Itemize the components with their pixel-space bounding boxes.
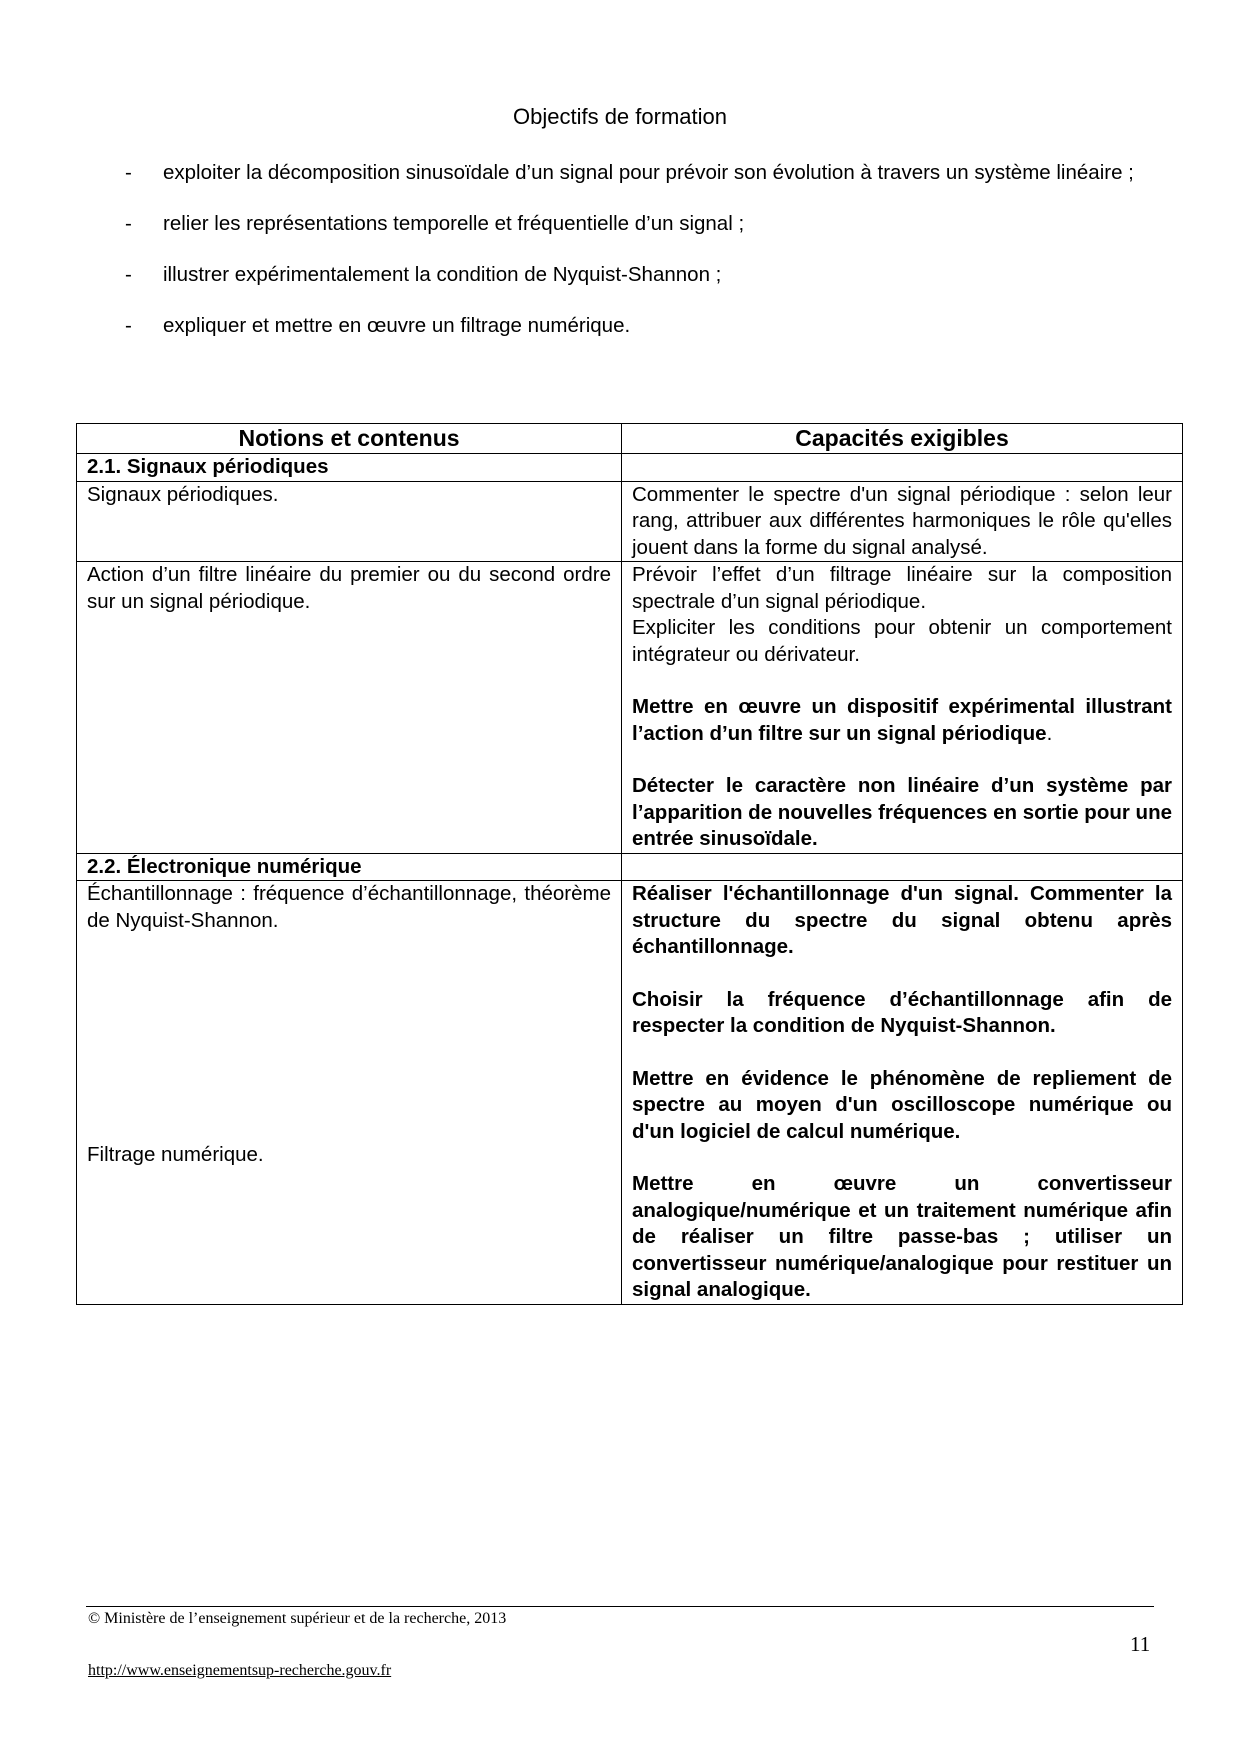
table-row (77, 481, 1183, 562)
notion-text: Échantillonnage : fréquence d’échantillonnage, théorème de Nyquist-Shannon. (87, 882, 611, 932)
notion-cell: Action d’un filtre linéaire du premier ou du second ordre sur un signal périodique. (77, 562, 622, 854)
objective-item (125, 211, 1150, 237)
objectives-list (125, 160, 1150, 364)
bold-text: Mettre en œuvre un dispositif expérimental illustrant l’action d’un filtre sur un signal périodique (632, 695, 1172, 745)
notion-text: Filtrage numérique. (87, 1143, 264, 1166)
capacity-text-bold: Mettre en œuvre un convertisseur analogique/numérique et un traitement numérique afin de réaliser un filtre passe-bas ; utiliser un convertisseur numérique/analogique pour restituer un signal analogique. (632, 1172, 1172, 1301)
bullet-dash: - (125, 212, 132, 235)
objective-item (125, 262, 1150, 288)
table-row (77, 562, 1183, 854)
section-row (77, 454, 1183, 482)
objective-text: exploiter la décomposition sinusoïdale d’un signal pour prévoir son évolution à travers un système linéaire ; (163, 161, 1134, 184)
objective-text: relier les représentations temporelle et fréquentielle d’un signal ; (163, 212, 745, 235)
period: . (1046, 721, 1053, 745)
bullet-dash: - (125, 314, 132, 337)
page-number: 11 (1130, 1632, 1151, 1656)
bullet-dash: - (125, 161, 132, 184)
notion-cell (77, 881, 622, 1305)
footer-divider (86, 1606, 1154, 1607)
objective-item (125, 313, 1150, 339)
table-header-row (77, 424, 1183, 454)
section-title: 2.2. Électronique numérique (77, 853, 622, 881)
empty-cell (622, 853, 1183, 881)
empty-cell (622, 454, 1183, 482)
objective-text: expliquer et mettre en œuvre un filtrage numérique. (163, 314, 631, 337)
capacity-text-bold: Mettre en évidence le phénomène de repliement de spectre au moyen d'un oscilloscope numérique ou d'un logiciel de calcul numérique. (632, 1066, 1172, 1143)
objective-item (125, 160, 1150, 186)
footer-url-link[interactable]: http://www.enseignementsup-recherche.gouv.fr (88, 1662, 392, 1679)
capacity-cell (622, 562, 1183, 854)
capacity-text: Expliciter les conditions pour obtenir un comportement intégrateur ou dérivateur. (632, 616, 1172, 666)
objective-text: illustrer expérimentalement la condition de Nyquist-Shannon ; (163, 263, 722, 286)
capacity-text: Prévoir l’effet d’un filtrage linéaire sur la composition spectrale d’un signal périodique. (632, 563, 1172, 613)
notion-cell: Signaux périodiques. (77, 481, 622, 562)
bullet-dash: - (125, 263, 132, 286)
header-notions: Notions et contenus (77, 424, 622, 454)
capacity-text-bold: Réaliser l'échantillonnage d'un signal. Commenter la structure du spectre du signal obtenu après échantillonnage. (632, 882, 1172, 958)
capacity-text-bold: Choisir la fréquence d’échantillonnage afin de respecter la condition de Nyquist-Shannon. (632, 987, 1172, 1037)
footer-copyright: © Ministère de l’enseignement supérieur et de la recherche, 2013 (88, 1610, 507, 1627)
page-heading: Objectifs de formation (513, 104, 727, 129)
capacity-cell: Commenter le spectre d'un signal périodique : selon leur rang, attribuer aux différentes harmoniques le rôle qu'elles jouent dans la forme du signal analysé. (622, 481, 1183, 562)
table-row (77, 881, 1183, 1305)
capacity-text-bold: Détecter le caractère non linéaire d’un système par l’apparition de nouvelles fréquences en sortie pour une entrée sinusoïdale. (632, 774, 1172, 850)
program-table (76, 423, 1183, 1305)
section-title: 2.1. Signaux périodiques (77, 454, 622, 482)
section-row (77, 853, 1183, 881)
header-capacites: Capacités exigibles (622, 424, 1183, 454)
capacity-text-bold (632, 694, 1172, 747)
capacity-cell (622, 881, 1183, 1305)
